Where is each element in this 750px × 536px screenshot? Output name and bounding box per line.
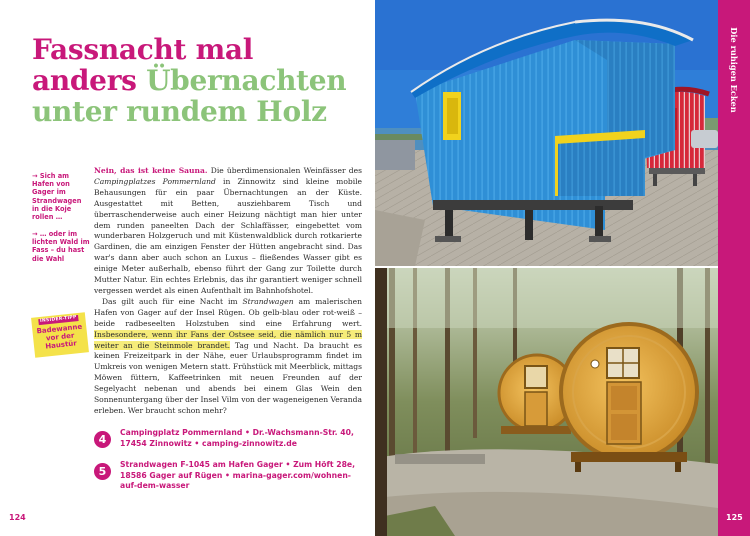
paragraph-text: am malerischen Hafen von Gager auf der Insel Rügen. Ob gelb-blau oder rot-weiß – beide radbeseelten Holzstuben sind eine Erfahrung wert. [94,296,362,328]
paragraph-text: Die überdimensionalen Weinfässer des [207,166,362,175]
paragraph-1 [94,166,362,297]
arrow-icon: → [32,230,38,238]
right-page [375,0,750,536]
number-badge: 5 [94,463,111,480]
chapter-sidebar [718,0,750,536]
sidenote-2 [32,230,90,263]
sidenote-text: Sich am Hafen von Gager im Strandwagen in die Koje rollen … [32,172,82,222]
insider-tag: INSIDER-TIPP [39,315,77,324]
insider-tip-badge [31,312,89,357]
title-part-3: Übernachten [146,64,347,97]
page-number-left: 124 [9,513,26,522]
title-part-4: unter rundem Holz [32,95,327,128]
emphasis-text: Campingplatzes Pommernland [94,176,216,186]
insider-text: Badewanne vor der Haustür [36,322,83,351]
info-text: Strandwagen F-1045 am Hafen Gager • Zum Höft 28e, 18586 Gager auf Rügen • marina-gager.com/wohnen-auf-dem-wasser [120,460,356,491]
page-number-right: 125 [726,513,743,522]
paragraph-text: in Zinnowitz sind kleine mobile Behausungen für ein paar Übernachtungen an der Küste. Ausgestattet mit Betten, ausziehbarem Tisch und überraschenderweise auch einer Heizung nächtigt man hier unter dem runden paneelten Dach der Schlaffässer, eingebettet vom wunderbaren Holzgeruch und mit Küstenwaldblick durch rotkarierte Gardinen, die am einzigen Fenster der Hütten angebracht sind. Das war's dann aber auch schon an Luxus – fließendes Wasser gibt es einige Meter außerhalb, ebenso führt der Gang zur Toilette durch Mutter Natur. Ein echtes Erlebnis, das ihr garantiert weniger schnell vergessen werdet als einen Aufenthalt im Bahnhofshotel. [94,176,362,295]
title-part-1: Fassnacht mal [32,33,254,66]
sidebar-label [718,0,750,140]
paragraph-text: Tag und Nacht. Da braucht es keinen Freizeitpark in der Nähe, euer Urlaubsprogramm findet im Umkreis von wenigen Metern statt. Frühstück mit Meerblick, mittags Möwen füttern, Kaffeetrinken mit neuen Freunden auf der Segelyacht nebenan und abends bei einem Glas Wein den Sonnenuntergang über der Insel Vilm von der wageneigenen Veranda erleben. Wer braucht schon mehr? [94,340,363,415]
info-text: Campingplatz Pommernland • Dr.-Wachsmann-Str. 40, 17454 Zinnowitz • camping-zinnowitz.de [120,428,354,448]
photo-beach-wagons [375,0,718,266]
chapter-title: Die ruhigen Ecken [729,27,739,113]
highlighted-text: Insbesondere, wenn ihr Fans der Ostsee seid, die nämlich nur 5 m weiter an die Steinmole brandet. [94,329,362,350]
article-body [94,166,362,417]
emphasis-text: Strandwagen [242,296,294,306]
paragraph-text: Das gilt auch für eine Nacht im [102,296,243,306]
number-badge: 4 [94,431,111,448]
paragraph-lead: Nein, das ist keine Sauna. [94,166,208,175]
sidenote-text: … oder im lichten Wald im Fass – du hast die Wahl [32,230,90,263]
sidenote-1 [32,172,90,221]
arrow-icon: → [32,172,38,180]
title-part-2: anders [32,64,137,97]
photo-wine-barrels [375,268,718,536]
page-title [32,34,362,127]
paragraph-2 [94,297,362,417]
beach-wagon-illustration [375,0,718,266]
barrel-huts-illustration [375,268,718,536]
